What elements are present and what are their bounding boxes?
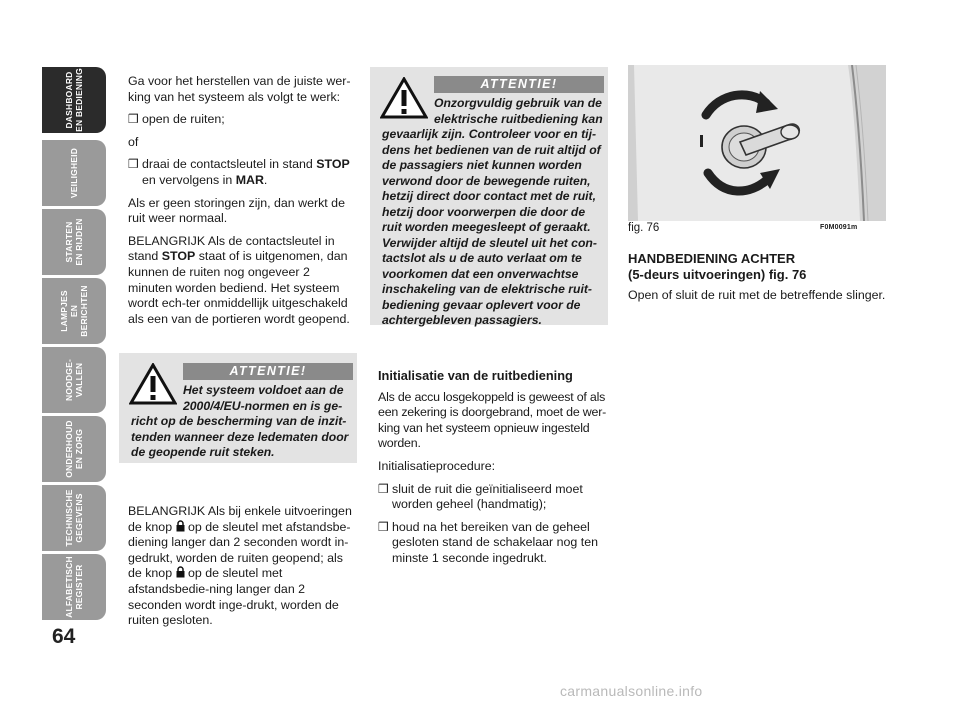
warning-text: gevaarlijk zijn. Controleer voor en tij-dens het bedienen van de ruit altijd of de passagiers niet kunnen worden verwond door de bewegende ruiten, hetzij direct door contact met de ruit, hetzij door voorwerpen die door de ruit worden meegesleept of geraakt. Verwijder altijd de sleutel uit het con-tactslot als u de auto verlaat om te voorkomen dat een onverwachtse inschakeling van de elektrische ruit-bediening gevaar oplevert voor de achtergebleven passagiers. xyxy=(382,127,601,327)
warning-heading: ATTENTIE! xyxy=(183,363,353,380)
side-tab xyxy=(42,347,106,413)
figure-code: F0M0091m xyxy=(820,224,858,231)
side-tab-label: LAMPJES EN BERICHTEN xyxy=(59,285,89,337)
side-tab-label: VEILIGHEID xyxy=(69,147,79,199)
paragraph: Initialisatieprocedure: xyxy=(378,458,496,473)
watermark: carmanualsonline.info xyxy=(560,683,703,699)
storing-paragraph: Als er geen storingen zijn, dan werkt de ruit weer normaal. xyxy=(128,195,345,226)
belangrijk-paragraph: BELANGRIJK Als bij enkele uitvoeringen de knop op de sleutel met afstandsbe-diening langer dan 2 seconden wordt in-gedrukt, worden de ruiten geopend; als de knop op de sleutel met afstandsbedie-ning langer dan 2 seconden wordt inge-drukt, worden de ruiten gesloten. xyxy=(128,504,352,628)
warning-text: Het systeem voldoet aan de 2000/4/EU-normen en is ge- xyxy=(183,383,344,413)
warning-triangle-icon xyxy=(129,363,177,405)
side-tab xyxy=(42,278,106,344)
list-item: ❒ sluit de ruit die geïnitialiseerd moet worden geheel (handmatig); xyxy=(378,481,583,512)
figure-label: fig. 76 xyxy=(628,222,660,234)
page-number: 64 xyxy=(52,625,76,648)
section-heading: HANDBEDIENING ACHTER xyxy=(628,251,796,266)
list-item: ❒ open de ruiten; xyxy=(128,112,225,127)
list-item: ❒ houd na het bereiken van de geheel gesloten stand de schakelaar nog ten minste 1 seconde ingedrukt. xyxy=(378,519,598,565)
side-tab-label: STARTEN EN RIJDEN xyxy=(64,218,84,266)
checkbox-bullet-icon: ❒ xyxy=(128,157,139,172)
side-tab-label: DASHBOARD EN BEDIENING xyxy=(64,68,84,132)
column-middle xyxy=(378,368,608,574)
side-tab-label: ONDERHOUD EN ZORG xyxy=(64,420,84,478)
side-tab xyxy=(42,209,106,275)
column-right xyxy=(628,251,888,311)
intro-paragraph: Ga voor het herstellen van de juiste wer-king van het systeem als volgt te werk: xyxy=(128,74,351,104)
warning-box xyxy=(119,353,357,463)
side-tab-label: TECHNISCHE GEGEVENS xyxy=(64,489,84,547)
side-tab-label: ALFABETISCH REGISTER xyxy=(64,556,84,618)
checkbox-bullet-icon: ❒ xyxy=(378,481,389,496)
paragraph: Als de accu losgekoppeld is geweest of als een zekering is doorgebrand, moet de wer-king van het systeem opnieuw ingesteld worden. xyxy=(378,389,607,451)
warning-text: Onzorgvuldig gebruik van de elektrische ruitbediening kan xyxy=(434,96,603,126)
side-tab xyxy=(42,67,106,133)
checkbox-bullet-icon: ❒ xyxy=(378,519,389,534)
window-crank-illustration xyxy=(628,65,886,221)
list-item: ❒ draai de contactsleutel in stand STOP en vervolgens in MAR. xyxy=(128,157,350,187)
section-heading: Initialisatie van de ruitbediening xyxy=(378,368,573,383)
side-tab xyxy=(42,485,106,551)
side-tab xyxy=(42,140,106,206)
column-left xyxy=(128,74,356,334)
lock-icon xyxy=(176,520,185,532)
column-left-lower xyxy=(128,504,356,636)
or-text: of xyxy=(128,134,139,149)
side-tab xyxy=(42,416,106,482)
warning-text: richt op de bescherming van de inzit-tenden wanneer deze ledematen door de geopende ruit steken. xyxy=(131,414,349,459)
warning-box xyxy=(370,67,608,325)
side-tab-label: NOODGE- VALLEN xyxy=(64,359,84,402)
warning-triangle-icon xyxy=(380,77,428,119)
paragraph: Open of sluit de ruit met de betreffende slinger. xyxy=(628,288,886,303)
belangrijk-paragraph: BELANGRIJK Als de contactsleutel in stand STOP staat of is uitgenomen, dan kunnen de ruiten nog ongeveer 2 minuten worden bediend. Het systeem wordt ech-ter onmiddellijk uitgeschakeld als een van de portieren wordt geopend. xyxy=(128,233,350,326)
checkbox-bullet-icon: ❒ xyxy=(128,112,139,127)
lock-icon xyxy=(176,566,185,578)
section-subheading: (5-deurs uitvoeringen) fig. 76 xyxy=(628,266,807,282)
warning-heading: ATTENTIE! xyxy=(434,76,604,93)
side-tab xyxy=(42,554,106,620)
figure-window-crank xyxy=(628,65,886,221)
